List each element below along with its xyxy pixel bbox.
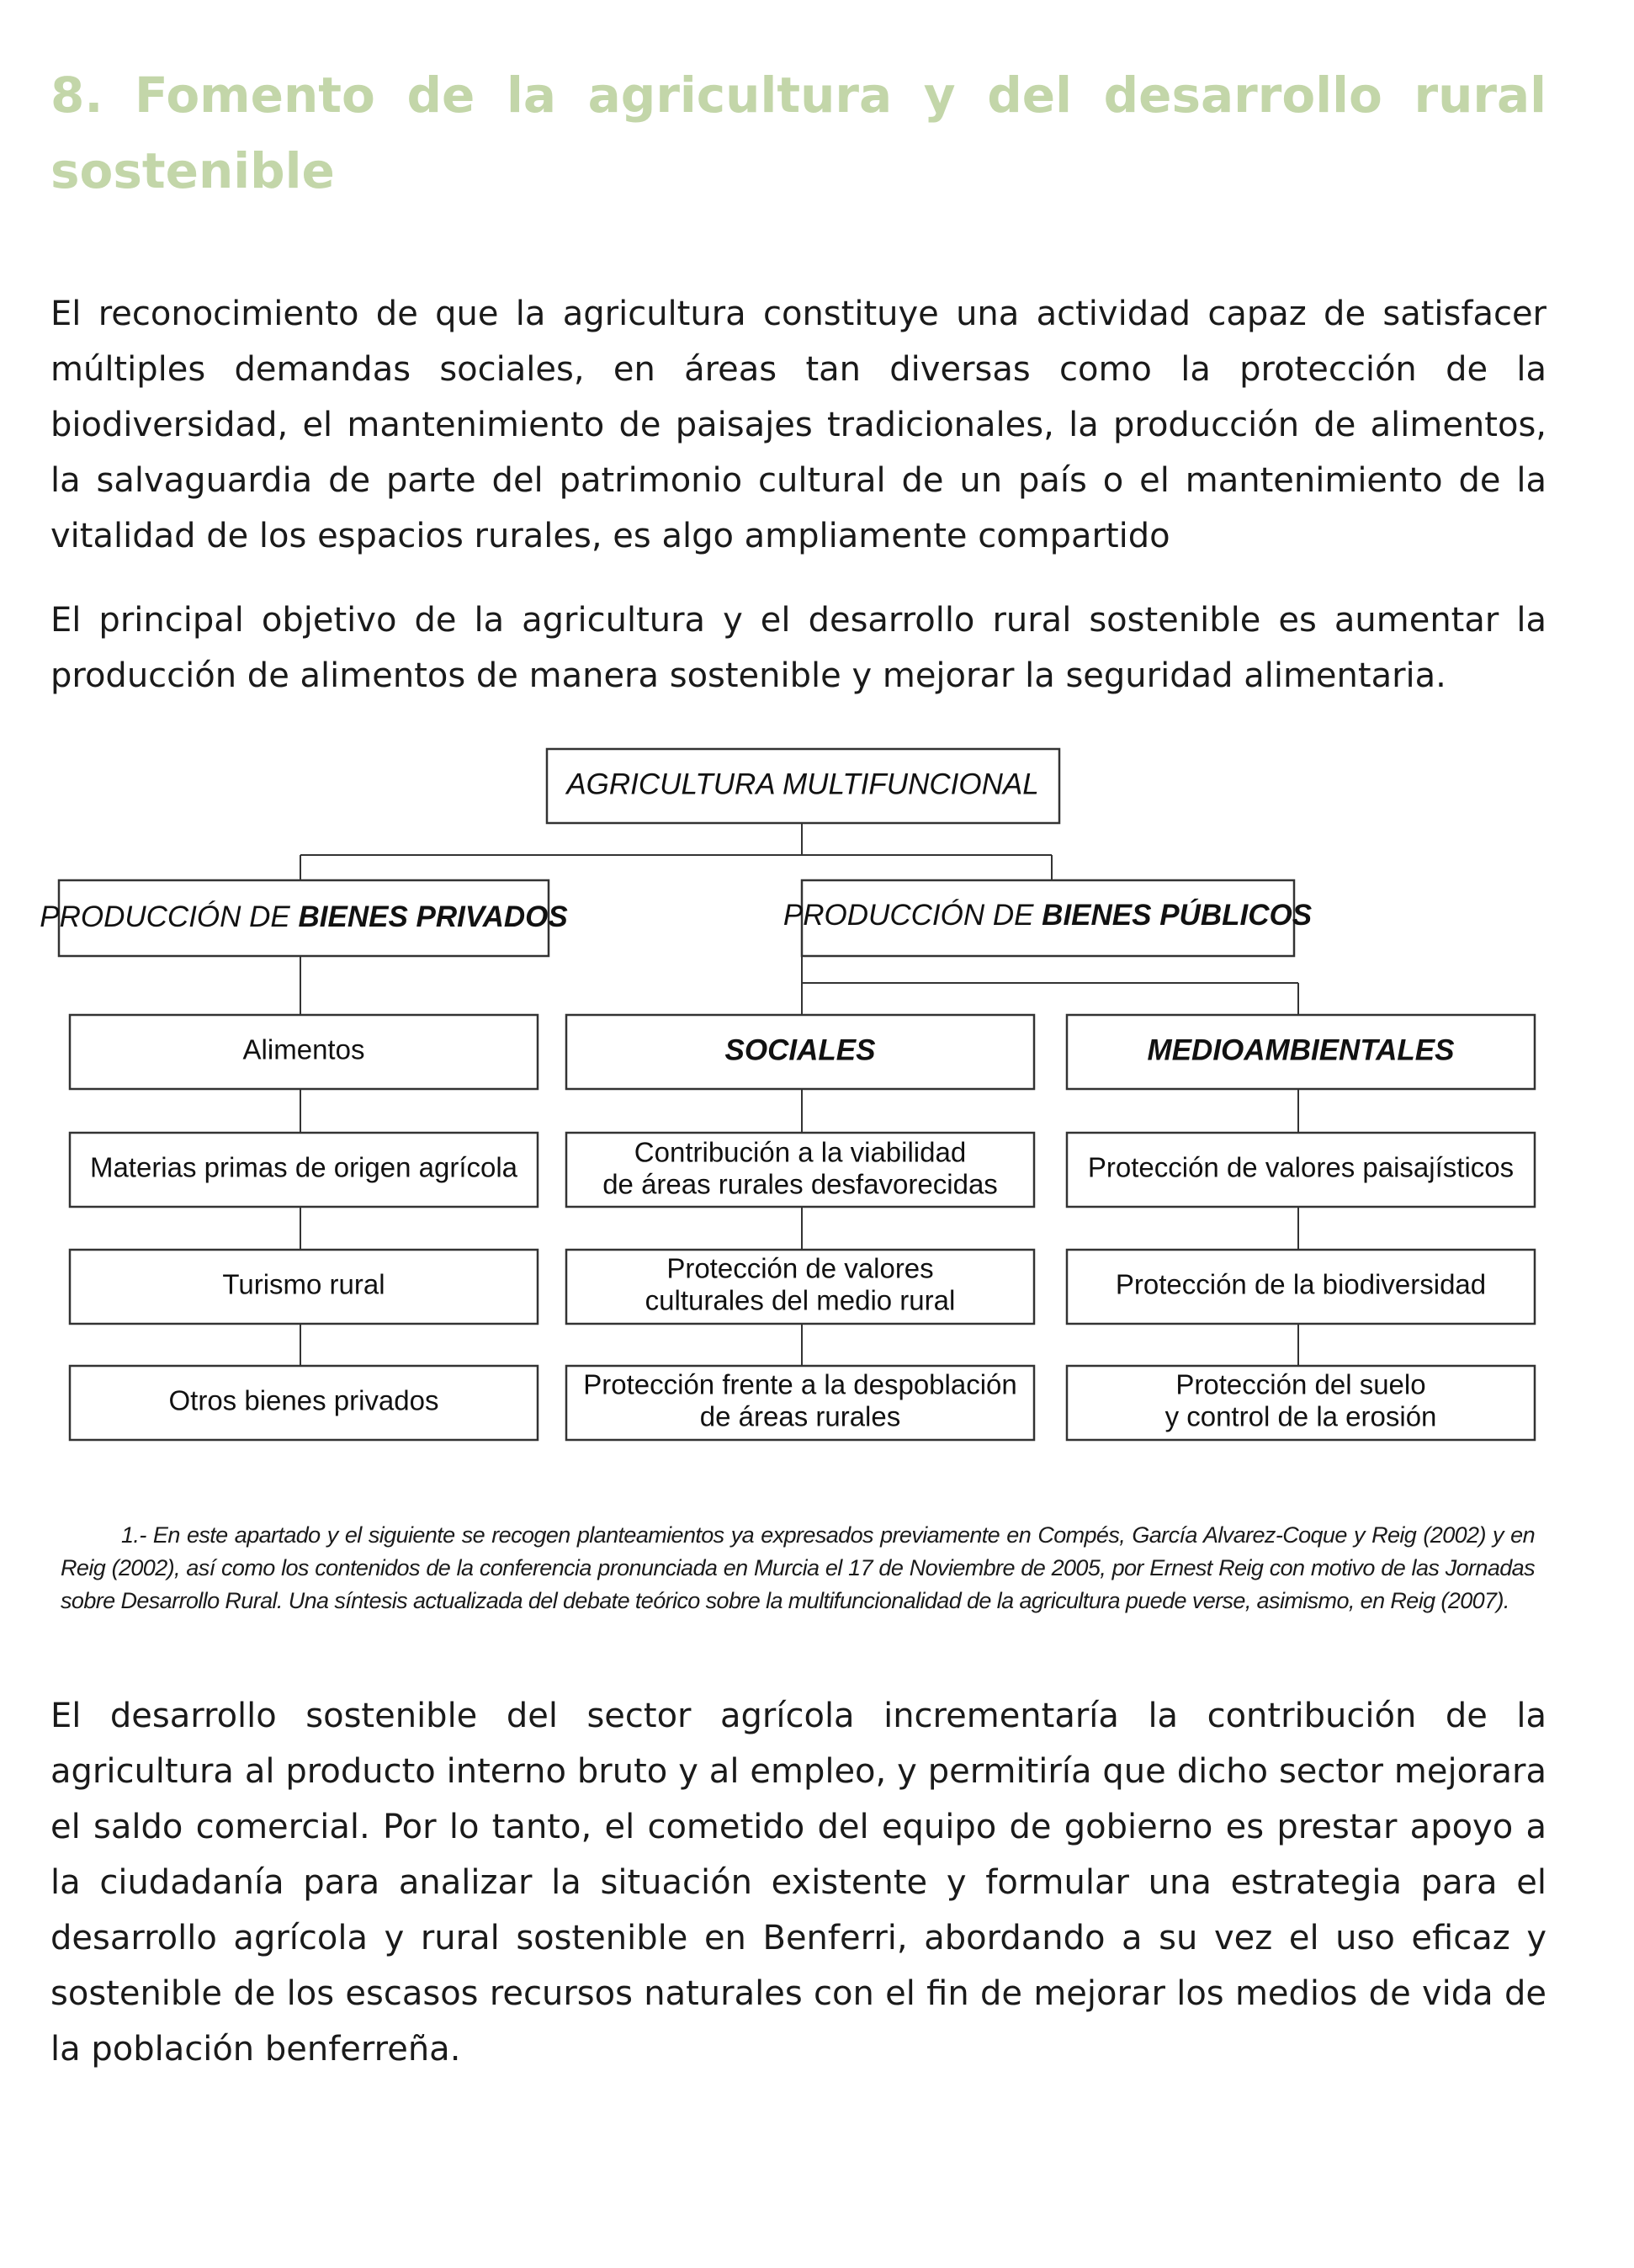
environmental-item-line: Protección del suelo (1175, 1368, 1426, 1400)
private-item-label: Otros bienes privados (168, 1384, 439, 1416)
section-heading: 8. Fomento de la agricultura y del desarrollo rural sostenible (50, 66, 1546, 199)
private-branch-prefix: PRODUCCIÓN DE (40, 900, 299, 934)
private-branch-label (40, 900, 568, 933)
public-branch-label (783, 898, 1312, 932)
public-branch-prefix: PRODUCCIÓN DE (783, 899, 1042, 932)
social-item-line: Protección de valores (666, 1252, 934, 1284)
environmental-item-line: y control de la erosión (1164, 1400, 1437, 1432)
private-item-label: Materias primas de origen agrícola (89, 1151, 518, 1183)
environmental-item-line: Protección de valores paisajísticos (1087, 1151, 1515, 1183)
footnote: 1.- En este apartado y el siguiente se recogen planteamientos ya expresados previamente en Compés, García Alvarez-Coque y Reig (2002) y en Reig (2002), así como los contenidos de la conferencia pronunciada en Murcia el 17 de Noviembre de 2005, por Ernest Reig con motivo de las Jornadas sobre Desarrollo Rural. Una síntesis actualizada del debate teórico sobre la multifuncionalidad de la agricultura puede verse, asimismo, en Reig (2007). (61, 1522, 1535, 1613)
social-item-line: Contribución a la viabilidad (634, 1136, 967, 1168)
social-item-line: de áreas rurales desfavorecidas (602, 1168, 998, 1200)
root-label: AGRICULTURA MULTIFUNCIONAL (566, 768, 1039, 801)
social-item-line: Protección frente a la despoblación (583, 1368, 1017, 1400)
environmental-header-label: MEDIOAMBIENTALES (1147, 1033, 1455, 1067)
private-item-label: Turismo rural (222, 1268, 385, 1300)
social-item-line: culturales del medio rural (645, 1284, 956, 1316)
private-branch-bold: BIENES PRIVADOS (298, 900, 568, 934)
paragraph-3: El desarrollo sostenible del sector agrícola incrementaría la contribución de la agricultura al producto interno bruto y al empleo, y permitiría que dicho sector mejorara el saldo comercial. Por lo tanto, el cometido del equipo de gobierno es prestar apoyo a la ciudadanía para analizar la situación existente y formular una estrategia para el desarrollo agrícola y rural sostenible en Benferri, abordando a su vez el uso eficaz y sostenible de los escasos recursos naturales con el fin de mejorar los medios de vida de la población benferreña. (50, 1697, 1546, 2069)
environmental-item-line: Protección de la biodiversidad (1115, 1268, 1487, 1300)
social-item-line: de áreas rurales (699, 1400, 901, 1432)
private-item-label: Alimentos (242, 1033, 365, 1065)
paragraph-2: El principal objetivo de la agricultura y el desarrollo rural sostenible es aumentar la producción de alimentos de manera sostenible y mejorar la seguridad alimentaria. (50, 601, 1546, 695)
public-branch-bold: BIENES PÚBLICOS (1042, 899, 1313, 932)
social-header-label: SOCIALES (724, 1033, 876, 1067)
paragraph-1: El reconocimiento de que la agricultura constituye una actividad capaz de satisfacer múltiples demandas sociales, en áreas tan diversas como la protección de la biodiversidad, el mantenimiento de paisajes tradicionales, la producción de alimentos, la salvaguardia de parte del patrimonio cultural de un país o el mantenimiento de la vitalidad de los espacios rurales, es algo ampliamente compartido (50, 295, 1546, 555)
